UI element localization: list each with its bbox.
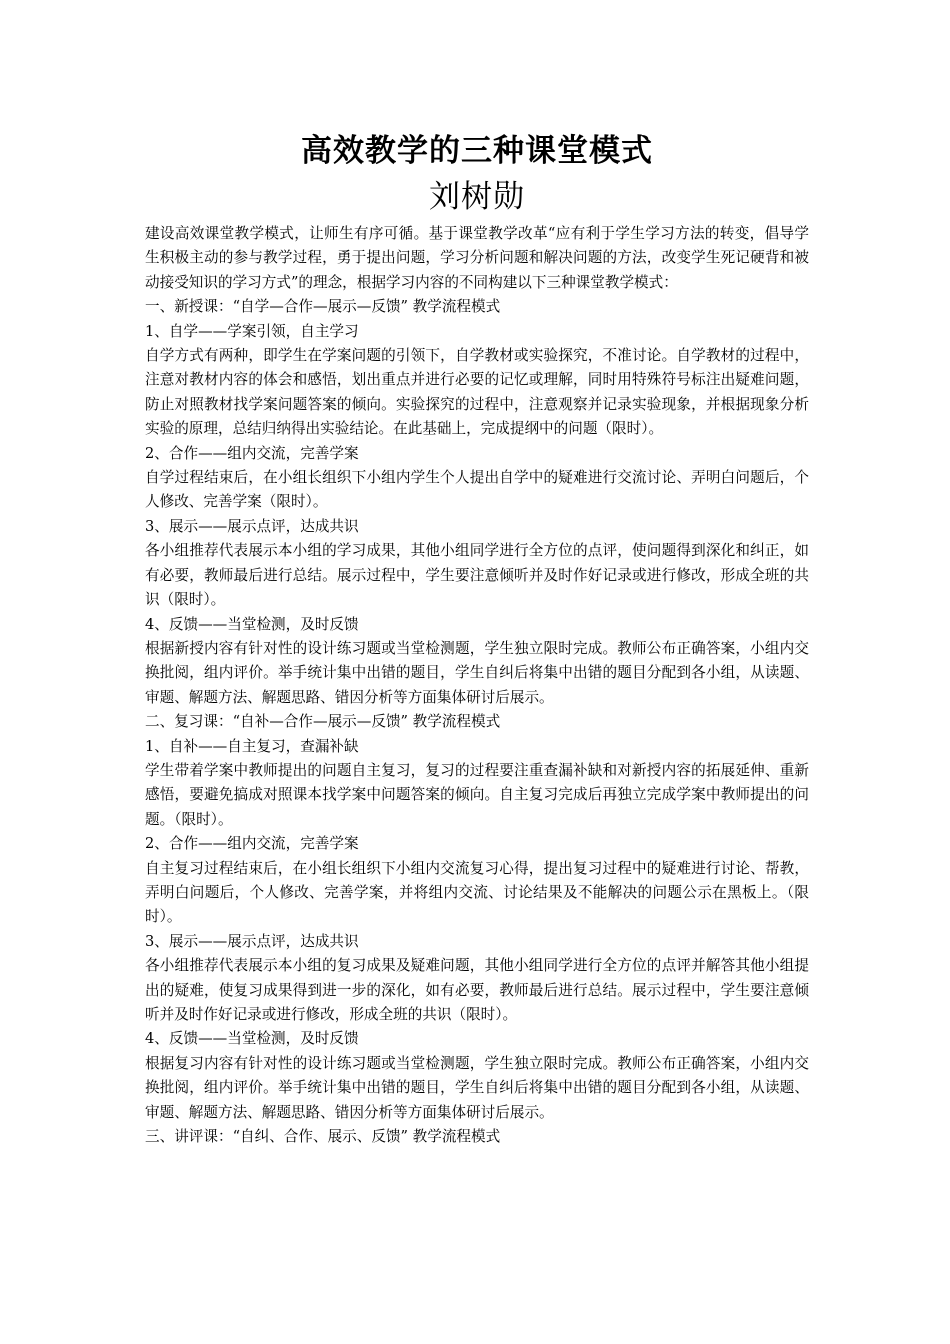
document-author: 刘树勋	[429, 179, 525, 215]
document-title: 高效教学的三种课堂模式	[301, 133, 653, 169]
subsection-heading-2-4: 4、反馈——当堂检测，及时反馈	[145, 1030, 359, 1048]
subsection-heading-2-1: 1、自补——自主复习，查漏补缺	[145, 737, 359, 755]
document-page	[145, 128, 809, 1149]
paragraph: 根据新授内容有针对性的设计练习题或当堂检测题，学生独立限时完成。教师公布正确答案，小组内交换批阅，组内评价。举手统计集中出错的题目，学生自纠后将集中出错的题目分配到各小组，从读题、审题、解题方法、解题思路、错因分析等方面集体研讨后展示。	[145, 639, 809, 706]
paragraph: 各小组推荐代表展示本小组的复习成果及疑难问题，其他小组同学进行全方位的点评并解答其他小组提出的疑难，使复习成果得到进一步的深化，如有必要，教师最后进行总结。展示过程中，学生要注意倾听并及时作好记录或进行修改，形成全班的共识（限时）。	[145, 957, 809, 1023]
paragraph: 自学方式有两种，即学生在学案问题的引领下，自学教材或实验探究，不准讨论。自学教材的过程中，注意对教材内容的体会和感悟，划出重点并进行必要的记忆或理解，同时用特殊符号标注出疑难问题，防止对照教材找学案问题答案的倾向。实验探究的过程中，注意观察并记录实验现象，并根据现象分析实验的原理，总结归纳得出实验结论。在此基础上，完成提纲中的问题（限时）。	[145, 347, 809, 438]
paragraph: 自主复习过程结束后，在小组长组织下小组内交流复习心得，提出复习过程中的疑难进行讨论、帮教，弄明白问题后，个人修改、完善学案，并将组内交流、讨论结果及不能解决的问题公示在黑板上。（限时）。	[145, 859, 809, 926]
subsection-heading-2-2: 2、合作——组内交流，完善学案	[145, 835, 359, 853]
section-heading-3: 三、讲评课：“自纠、合作、展示、反馈” 教学流程模式	[145, 1128, 501, 1146]
paragraph: 自学过程结束后，在小组长组织下小组内学生个人提出自学中的疑难进行交流讨论、弄明白问题后，个人修改、完善学案（限时）。	[145, 469, 809, 511]
paragraph: 学生带着学案中教师提出的问题自主复习，复习的过程要注重查漏补缺和对新授内容的拓展延伸、重新感悟，要避免搞成对照课本找学案中问题答案的倾向。自主复习完成后再独立完成学案中教师提出的问题。（限时）。	[145, 761, 809, 828]
section-heading-1: 一、新授课：“自学—合作—展示—反馈” 教学流程模式	[145, 298, 501, 316]
subsection-heading-1-1: 1、自学——学案引领，自主学习	[145, 322, 359, 340]
subsection-heading-1-3: 3、展示——展示点评，达成共识	[145, 517, 359, 535]
subsection-heading-2-3: 3、展示——展示点评，达成共识	[145, 932, 359, 950]
document-body	[145, 222, 809, 1149]
subsection-heading-1-2: 2、合作——组内交流，完善学案	[145, 444, 359, 462]
paragraph: 根据复习内容有针对性的设计练习题或当堂检测题，学生独立限时完成。教师公布正确答案，小组内交换批阅，组内评价。举手统计集中出错的题目，学生自纠后将集中出错的题目分配到各小组，从读题、审题、解题方法、解题思路、错因分析等方面集体研讨后展示。	[145, 1054, 809, 1121]
paragraph-intro: 建设高效课堂教学模式，让师生有序可循。基于课堂教学改革“应有利于学生学习方法的转变，倡导学生积极主动的参与教学过程，勇于提出问题，学习分析问题和解决问题的方法，改变学生死记硬背和被动接受知识的学习方式”的理念，根据学习内容的不同构建以下三种课堂教学模式：	[145, 225, 809, 291]
subsection-heading-1-4: 4、反馈——当堂检测，及时反馈	[145, 615, 359, 633]
section-heading-2: 二、复习课：“自补—合作—展示—反馈” 教学流程模式	[145, 713, 501, 731]
paragraph: 各小组推荐代表展示本小组的学习成果，其他小组同学进行全方位的点评，使问题得到深化和纠正，如有必要，教师最后进行总结。展示过程中，学生要注意倾听并及时作好记录或进行修改，形成全班的共识（限时）。	[145, 542, 809, 609]
